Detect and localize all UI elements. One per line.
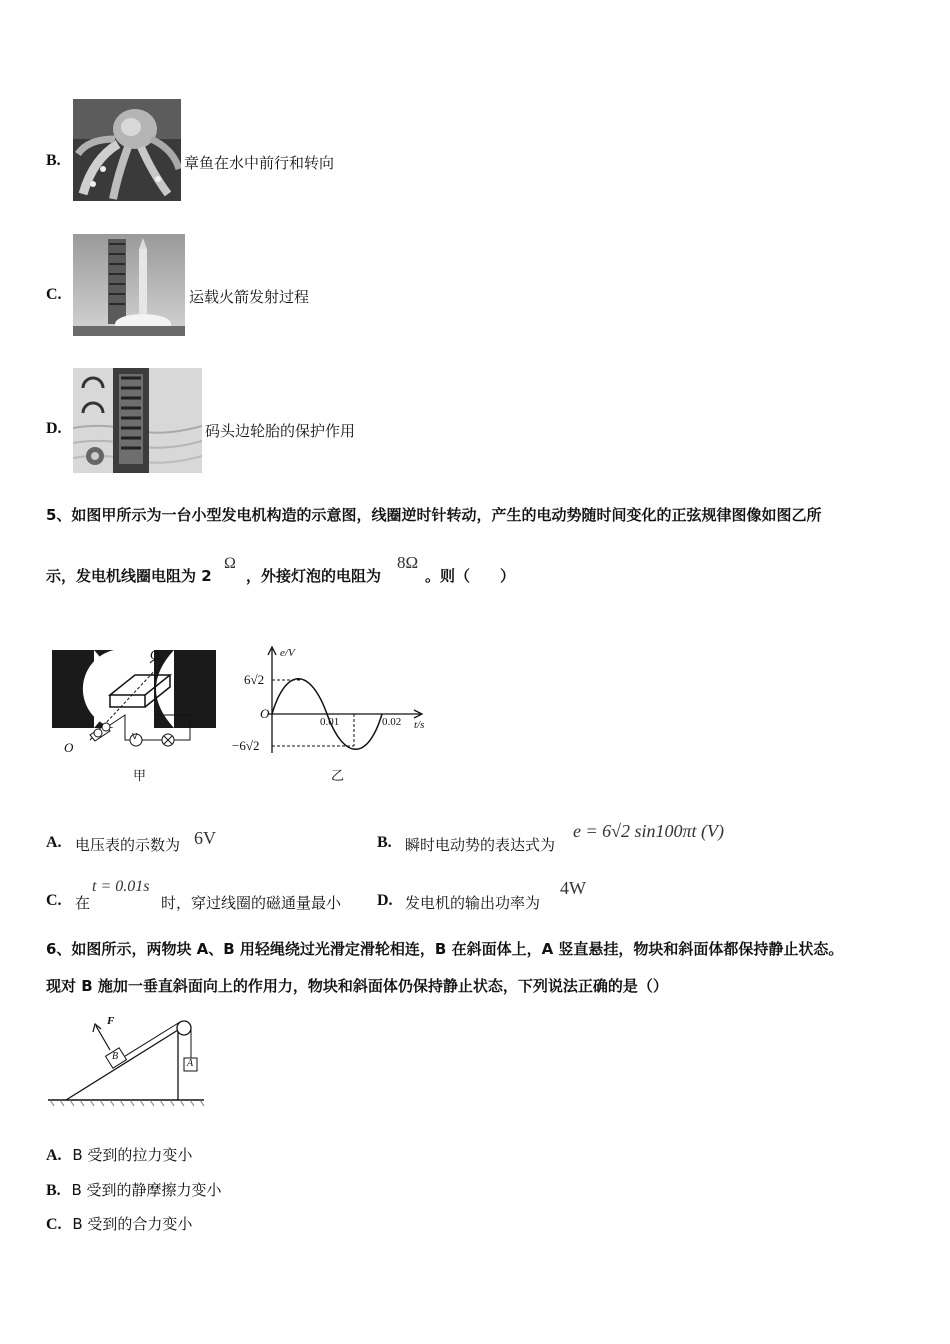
q5-option-c-text-b: 时，穿过线圈的磁通量最小 bbox=[161, 894, 342, 912]
force-label: F bbox=[107, 1015, 115, 1027]
caption-yi: 乙 bbox=[331, 769, 345, 784]
q6-option-c-label: C. bbox=[46, 1216, 62, 1233]
q5-option-d-math: 4W bbox=[560, 878, 586, 898]
q5-line1: 5、如图甲所示为一台小型发电机构造的示意图，线圈逆时针转动，产生的电动势随时间变化的正弦规律图像如图乙所 bbox=[46, 506, 822, 524]
q6-option-c-text: B 受到的合力变小 bbox=[72, 1215, 193, 1233]
q5-option-b-label: B. bbox=[377, 834, 392, 851]
dock-tire-photo bbox=[73, 368, 202, 473]
q5-option-c-label: C. bbox=[46, 892, 62, 909]
q5-option-a-label: A. bbox=[46, 834, 62, 851]
option-d-text: 码头边轮胎的保护作用 bbox=[205, 422, 356, 440]
x-axis-label: t/s bbox=[414, 719, 425, 731]
q5-line2-b: ，外接灯泡的电阻为 bbox=[246, 567, 382, 585]
q6-line2: 现对 B 施加一垂直斜面向上的作用力，物块和斜面体仍保持静止状态，下列说法正确的是（） bbox=[46, 977, 668, 995]
x-tick-001: 0.01 bbox=[320, 716, 340, 728]
label-o: O bbox=[64, 740, 74, 755]
q6-option-a-label: A. bbox=[46, 1147, 62, 1164]
q6-option-b bbox=[46, 1179, 222, 1200]
q5-line2-a: 示，发电机线圈电阻为 2 bbox=[46, 567, 212, 585]
x-tick-002: 0.02 bbox=[382, 716, 402, 728]
q5-option-d-label: D. bbox=[377, 892, 393, 909]
y-tick-top: 6√2 bbox=[244, 672, 265, 687]
q5-option-a-text: 电压表的示数为 bbox=[75, 836, 181, 854]
q6-option-b-label: B. bbox=[46, 1182, 61, 1199]
q5-option-b-math: e = 6√2 sin100πt (V) bbox=[573, 821, 725, 841]
q5-resistance: 8Ω bbox=[397, 553, 419, 572]
q5-option-b-text: 瞬时电动势的表达式为 bbox=[405, 836, 556, 854]
q6-option-a bbox=[46, 1144, 192, 1165]
origin-label: O bbox=[260, 706, 270, 721]
option-c-label: C. bbox=[46, 286, 62, 303]
block-b-label: B bbox=[112, 1051, 119, 1062]
generator-figure bbox=[50, 645, 220, 785]
q5-line2 bbox=[46, 565, 212, 587]
q6-option-a-text: B 受到的拉力变小 bbox=[72, 1146, 193, 1164]
q5-option-a-math: 6V bbox=[194, 828, 216, 848]
q5-option-c-text-a: 在 bbox=[75, 894, 91, 912]
option-c-text: 运载火箭发射过程 bbox=[189, 288, 310, 306]
q5-line2-c: 。则（ ） bbox=[425, 567, 516, 585]
y-tick-bottom: −6√2 bbox=[232, 738, 260, 753]
y-axis-label: e/V bbox=[280, 647, 295, 659]
caption-jia: 甲 bbox=[133, 769, 147, 784]
option-b-text: 章鱼在水中前行和转向 bbox=[184, 154, 335, 172]
emf-sine-graph bbox=[228, 645, 438, 785]
label-o-prime: O′ bbox=[150, 647, 163, 662]
option-b-label: B. bbox=[46, 152, 61, 169]
incline-pulley-figure bbox=[46, 1012, 206, 1108]
q6-line1: 6、如图所示，两物块 A、B 用轻绳绕过光滑定滑轮相连，B 在斜面体上，A 竖直悬挂，物块和斜面体都保持静止状态。 bbox=[46, 940, 844, 958]
q6-option-c bbox=[46, 1213, 192, 1234]
block-a-label: A bbox=[187, 1058, 194, 1069]
q5-omega: Ω bbox=[224, 555, 236, 572]
option-d-label: D. bbox=[46, 420, 62, 437]
octopus-photo bbox=[73, 99, 181, 201]
rocket-launch-photo bbox=[73, 234, 185, 336]
q6-option-b-text: B 受到的静摩擦力变小 bbox=[71, 1181, 222, 1199]
q5-option-d-text: 发电机的输出功率为 bbox=[405, 894, 541, 912]
voltmeter-symbol: V bbox=[132, 732, 138, 741]
q5-option-c-math: t = 0.01s bbox=[92, 878, 150, 895]
